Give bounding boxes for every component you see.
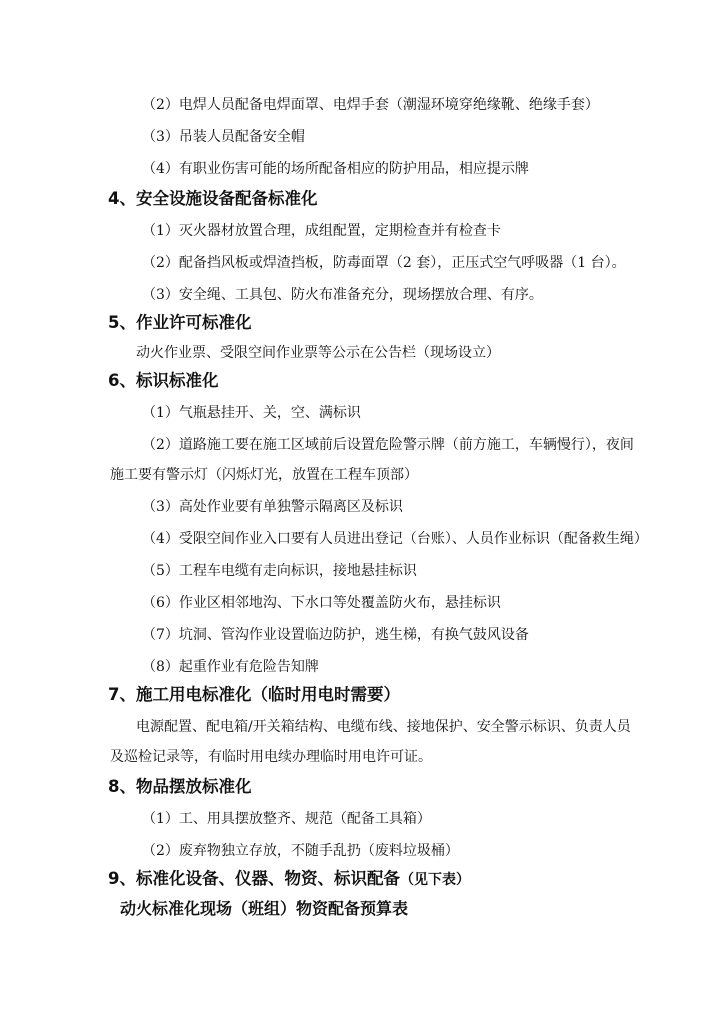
paragraph-continuation: 及巡检记录等，有临时用电续办理临时用电许可证。 xyxy=(110,749,432,765)
list-item: （4）有职业伤害可能的场所配备相应的防护用品，相应提示牌 xyxy=(142,161,529,177)
list-item: （6）作业区相邻地沟、下水口等处覆盖防火布，悬挂标识 xyxy=(142,595,501,611)
list-item: （2）配备挡风板或焊渣挡板，防毒面罩（2 套），正压式空气呼吸器（1 台）。 xyxy=(142,255,626,271)
section-heading-9-note: （见下表） xyxy=(399,872,470,888)
list-item: （5）工程车电缆有走向标识，接地悬挂标识 xyxy=(142,563,417,579)
list-item: （2）道路施工要在施工区域前后设置危险警示牌（前方施工，车辆慢行），夜间 xyxy=(142,437,634,453)
list-item: （3）吊装人员配备安全帽 xyxy=(142,129,305,145)
list-item: （3）高处作业要有单独警示隔离区及标识 xyxy=(142,499,403,515)
section-heading-4: 4、安全设施设备配备标准化 xyxy=(108,189,318,208)
section-heading-6: 6、标识标准化 xyxy=(108,371,219,390)
section-heading-9 xyxy=(108,868,470,891)
section-heading-8: 8、物品摆放标准化 xyxy=(108,777,252,796)
paragraph: 电源配置、配电箱/开关箱结构、电缆布线、接地保护、安全警示标识、负责人员 xyxy=(136,719,631,735)
list-item: （7）坑洞、管沟作业设置临边防护，逃生梯，有换气鼓风设备 xyxy=(142,627,529,643)
section-heading-7: 7、施工用电标准化（临时用电时需要） xyxy=(108,685,400,704)
list-item: （1）工、用具摆放整齐、规范（配备工具箱） xyxy=(142,811,431,827)
list-item: （3）安全绳、工具包、防火布准备充分，现场摆放合理、有序。 xyxy=(142,287,543,303)
table-title: 动火标准化现场（班组）物资配备预算表 xyxy=(120,899,409,918)
list-item: （2）电焊人员配备电焊面罩、电焊手套（潮湿环境穿绝缘靴、绝缘手套） xyxy=(142,97,599,113)
section-heading-5: 5、作业许可标准化 xyxy=(108,313,252,332)
list-item-continuation: 施工要有警示灯（闪烁灯光，放置在工程车顶部） xyxy=(110,467,418,483)
paragraph: 动火作业票、受限空间作业票等公示在公告栏（现场设立） xyxy=(136,345,500,361)
section-heading-9-text: 9、标准化设备、仪器、物资、标识配备 xyxy=(108,869,400,888)
list-item: （2）废弃物独立存放，不随手乱扔（废料垃圾桶） xyxy=(142,843,459,859)
list-item: （4）受限空间作业入口要有人员进出登记（台账）、人员作业标识（配备救生绳） xyxy=(142,531,648,547)
list-item: （1）灭火器材放置合理，成组配置，定期检查并有检查卡 xyxy=(142,223,501,239)
list-item: （8）起重作业有危险告知牌 xyxy=(142,659,319,675)
list-item: （1）气瓶悬挂开、关，空、满标识 xyxy=(142,405,361,421)
